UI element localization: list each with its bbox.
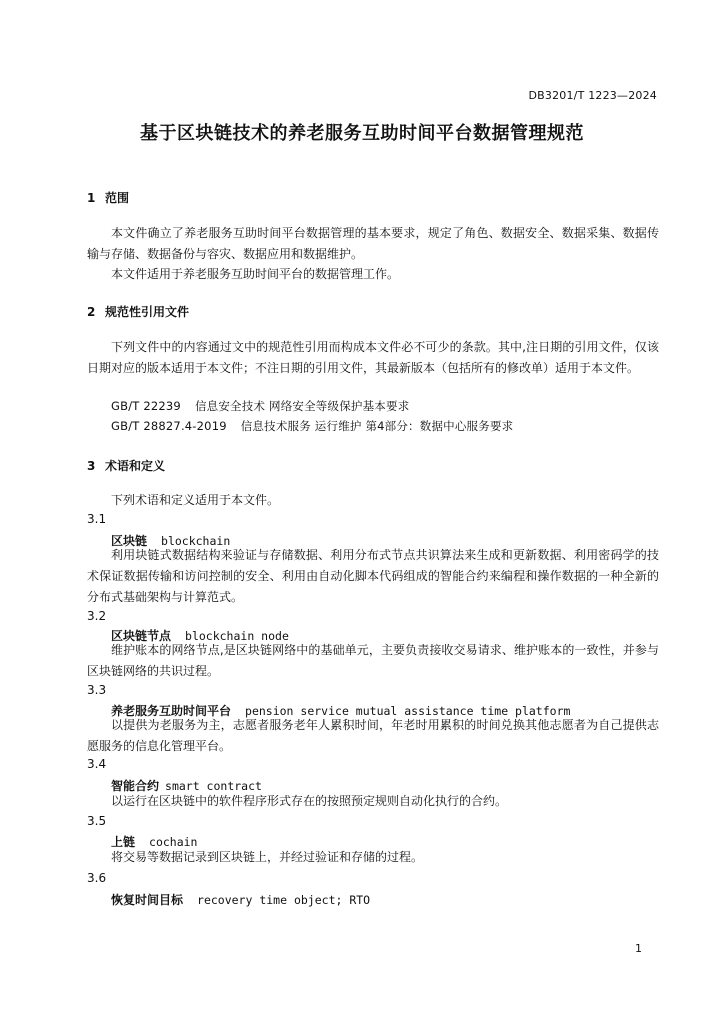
paragraph: 下列文件中的内容通过文中的规范性引用而构成本文件必不可少的条款。其中,注日期的引用文件，仅该日期对应的版本适用于本文件；不注日期的引用文件，其最新版本（包括所有的修改单）适用于本文件。 xyxy=(87,340,659,375)
term-zh: 区块链节点 xyxy=(111,629,172,643)
term-definition: 以提供为老服务为主，志愿者服务老年人累积时间，年老时用累积的时间兑换其他志愿者为自己提供志愿服务的信息化管理平台。 xyxy=(87,718,659,753)
reference-code: GB/T 28827.4-2019 xyxy=(111,419,227,433)
term-number: 3.5 xyxy=(87,814,107,828)
section-number: 1 xyxy=(87,191,96,205)
document-number: DB3201/T 1223—2024 xyxy=(528,89,657,102)
term-zh: 恢复时间目标 xyxy=(111,893,184,907)
paragraph: 本文件确立了养老服务互助时间平台数据管理的基本要求，规定了角色、数据安全、数据采集、数据传输与存储、数据备份与容灾、数据应用和数据维护。 xyxy=(87,226,659,261)
term-definition: 利用块链式数据结构来验证与存储数据、利用分布式节点共识算法来生成和更新数据、利用密码学的技术保证数据传输和访问控制的安全、利用由自动化脚本代码组成的智能合约来编程和操作数据的一种全新的分布式基础架构与计算范式。 xyxy=(87,548,659,604)
term-number: 3.3 xyxy=(87,683,107,697)
document-title: 基于区块链技术的养老服务互助时间平台数据管理规范 xyxy=(140,123,584,144)
reference-title: 信息技术服务 运行维护 第4部分：数据中心服务要求 xyxy=(240,419,514,433)
paragraph: 下列术语和定义适用于本文件。 xyxy=(111,493,280,507)
section-title: 规范性引用文件 xyxy=(105,305,190,319)
term-number: 3.2 xyxy=(87,609,107,623)
section-heading-terms xyxy=(87,457,165,474)
term-zh: 智能合约 xyxy=(111,779,160,793)
term-en: cochain xyxy=(149,835,198,849)
reference-code: GB/T 22239 xyxy=(111,399,181,413)
term-entry xyxy=(111,891,370,908)
term-en: pension service mutual assistance time platform xyxy=(245,704,571,718)
term-number: 3.4 xyxy=(87,757,107,771)
term-en: blockchain xyxy=(161,534,231,548)
term-zh: 养老服务互助时间平台 xyxy=(111,704,232,718)
section-title: 范围 xyxy=(105,191,130,205)
paragraph: 本文件适用于养老服务互助时间平台的数据管理工作。 xyxy=(111,267,400,281)
section-number: 2 xyxy=(87,305,96,319)
term-number: 3.1 xyxy=(87,512,107,526)
term-en: blockchain node xyxy=(185,629,289,643)
term-en: recovery time object; RTO xyxy=(197,893,371,907)
term-en: smart contract xyxy=(165,779,262,793)
term-definition: 将交易等数据记录到区块链上，并经过验证和存储的过程。 xyxy=(111,850,424,864)
section-heading-normative-references xyxy=(87,303,189,320)
reference-item xyxy=(111,398,409,414)
section-title: 术语和定义 xyxy=(105,459,166,473)
section-number: 3 xyxy=(87,459,96,473)
term-definition: 维护账本的网络节点,是区块链网络中的基础单元，主要负责接收交易请求、维护账本的一致性，并参与区块链网络的共识过程。 xyxy=(87,643,659,678)
page-number: 1 xyxy=(635,942,642,955)
reference-item xyxy=(111,418,513,434)
section-heading-scope xyxy=(87,189,129,206)
term-zh: 区块链 xyxy=(111,534,148,548)
term-zh: 上链 xyxy=(111,835,136,849)
term-number: 3.6 xyxy=(87,871,107,885)
term-definition: 以运行在区块链中的软件程序形式存在的按照预定规则自动化执行的合约。 xyxy=(111,794,508,808)
reference-title: 信息安全技术 网络安全等级保护基本要求 xyxy=(194,399,410,413)
